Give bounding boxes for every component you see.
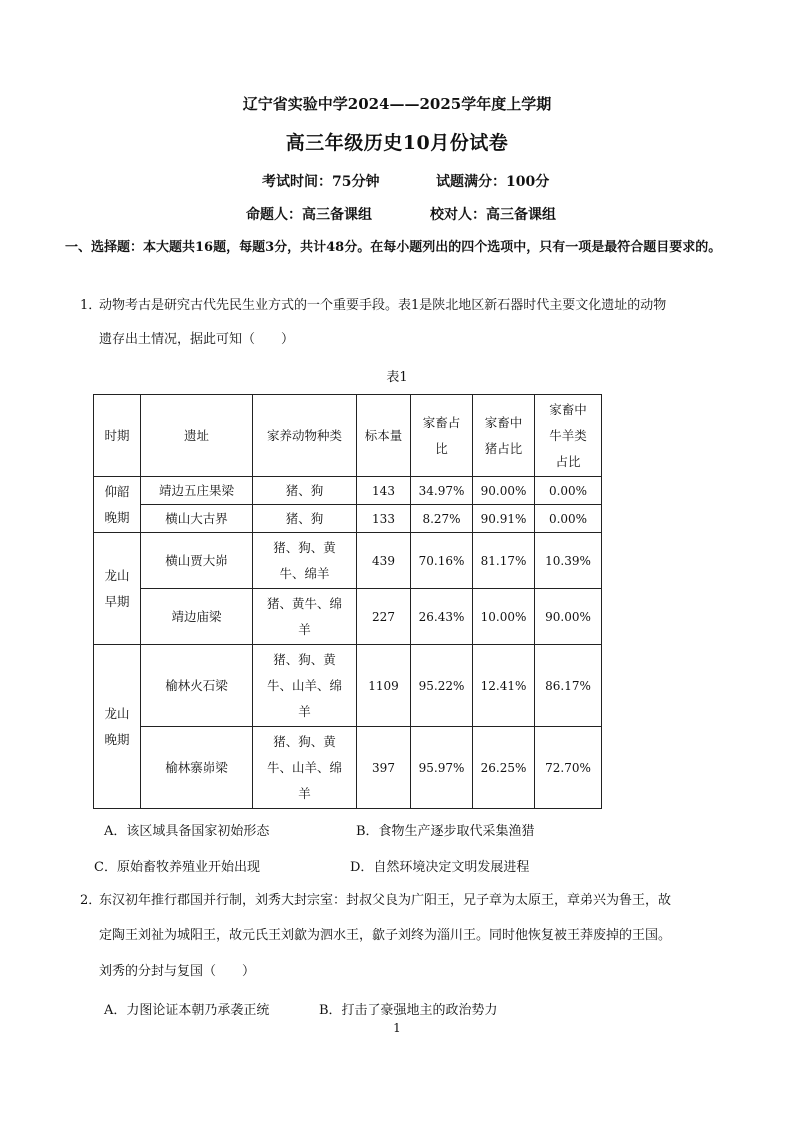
- header-sample: 标本量: [357, 395, 411, 477]
- species-cell: 猪、狗: [253, 505, 357, 533]
- q2-stem-line1: 东汉初年推行郡国并行制，刘秀大封宗室：封叔父良为广阳王，兄子章为太原王，章弟兴为鲁王，故: [99, 893, 672, 908]
- header-livestock-ratio: 家畜占 比: [411, 395, 473, 477]
- full-score: 试题满分：100分: [436, 174, 550, 190]
- site-cell: 靖边庙梁: [141, 589, 253, 645]
- table-header-row: [94, 395, 602, 477]
- q1-option-d[interactable]: D．自然环境决定文明发展进程: [350, 860, 530, 875]
- pig-ratio-cell: 90.91%: [473, 505, 535, 533]
- q2-number: 2．: [80, 893, 102, 908]
- cattle-ratio-cell: 72.70%: [535, 727, 602, 809]
- section-instruction: 一、选择题：本大题共16题，每题3分，共计48分。在每小题列出的四个选项中，只有一项是最符合题目要求的。: [65, 240, 722, 255]
- q1-option-b[interactable]: B．食物生产逐步取代采集渔猎: [356, 824, 535, 839]
- table-row: [94, 645, 602, 727]
- cattle-ratio-cell: 10.39%: [535, 533, 602, 589]
- exam-time: 考试时间：75分钟: [262, 174, 380, 190]
- livestock-ratio-cell: 26.43%: [411, 589, 473, 645]
- pig-ratio-cell: 26.25%: [473, 727, 535, 809]
- period-cell: 仰韶 晚期: [94, 477, 141, 533]
- site-cell: 横山大古界: [141, 505, 253, 533]
- species-cell: 猪、狗、黄 牛、山羊、绵 羊: [253, 727, 357, 809]
- sample-cell: 143: [357, 477, 411, 505]
- period-cell: 龙山 晚期: [94, 645, 141, 809]
- period-cell: 龙山 早期: [94, 533, 141, 645]
- table-row: [94, 505, 602, 533]
- sample-cell: 227: [357, 589, 411, 645]
- exam-title: 高三年级历史10月份试卷: [285, 132, 509, 154]
- sample-cell: 439: [357, 533, 411, 589]
- header-site: 遗址: [141, 395, 253, 477]
- page-number: 1: [393, 1021, 401, 1035]
- q2-stem-line2: 定陶王刘祉为城阳王，故元氏王刘歙为泗水王，歙子刘终为淄川王。同时他恢复被王莽废掉的王国。: [99, 928, 672, 943]
- pig-ratio-cell: 81.17%: [473, 533, 535, 589]
- livestock-ratio-cell: 34.97%: [411, 477, 473, 505]
- species-cell: 猪、狗: [253, 477, 357, 505]
- cattle-ratio-cell: 86.17%: [535, 645, 602, 727]
- reviewer: 校对人：高三备课组: [430, 207, 556, 223]
- species-cell: 猪、狗、黄 牛、山羊、绵 羊: [253, 645, 357, 727]
- table-row: [94, 589, 602, 645]
- table-caption: 表1: [386, 370, 408, 385]
- cattle-ratio-cell: 0.00%: [535, 505, 602, 533]
- q1-number: 1．: [80, 298, 102, 313]
- sample-cell: 1109: [357, 645, 411, 727]
- header-pig-ratio: 家畜中 猪占比: [473, 395, 535, 477]
- site-cell: 横山贾大峁: [141, 533, 253, 589]
- q1-stem-line1: 动物考古是研究古代先民生业方式的一个重要手段。表1是陕北地区新石器时代主要文化遗址的动物: [99, 298, 667, 313]
- livestock-ratio-cell: 95.97%: [411, 727, 473, 809]
- table-row: [94, 727, 602, 809]
- table-row: [94, 477, 602, 505]
- sample-cell: 397: [357, 727, 411, 809]
- pig-ratio-cell: 12.41%: [473, 645, 535, 727]
- header-cattle-sheep-ratio: 家畜中 牛羊类 占比: [535, 395, 602, 477]
- site-cell: 榆林火石梁: [141, 645, 253, 727]
- species-cell: 猪、黄牛、绵 羊: [253, 589, 357, 645]
- site-cell: 榆林寨峁梁: [141, 727, 253, 809]
- q1-option-c[interactable]: C．原始畜牧养殖业开始出现: [94, 860, 260, 875]
- q1-stem-line2: 遗存出土情况，据此可知（ ）: [99, 332, 295, 347]
- livestock-ratio-cell: 8.27%: [411, 505, 473, 533]
- animal-remains-table: [93, 394, 602, 809]
- school-term-title: 辽宁省实验中学2024——2025学年度上学期: [242, 95, 552, 113]
- header-period: 时期: [94, 395, 141, 477]
- pig-ratio-cell: 90.00%: [473, 477, 535, 505]
- site-cell: 靖边五庄果梁: [141, 477, 253, 505]
- author: 命题人：高三备课组: [246, 207, 372, 223]
- species-cell: 猪、狗、黄 牛、绵羊: [253, 533, 357, 589]
- q2-stem-line3: 刘秀的分封与复国（ ）: [99, 964, 256, 979]
- cattle-ratio-cell: 0.00%: [535, 477, 602, 505]
- livestock-ratio-cell: 70.16%: [411, 533, 473, 589]
- q1-option-a[interactable]: A．该区域具备国家初始形态: [104, 824, 270, 839]
- livestock-ratio-cell: 95.22%: [411, 645, 473, 727]
- pig-ratio-cell: 10.00%: [473, 589, 535, 645]
- q2-option-b[interactable]: B．打击了豪强地主的政治势力: [319, 1003, 498, 1018]
- table-row: [94, 533, 602, 589]
- q2-option-a[interactable]: A．力图论证本朝乃承袭正统: [104, 1003, 270, 1018]
- sample-cell: 133: [357, 505, 411, 533]
- cattle-ratio-cell: 90.00%: [535, 589, 602, 645]
- header-species: 家养动物种类: [253, 395, 357, 477]
